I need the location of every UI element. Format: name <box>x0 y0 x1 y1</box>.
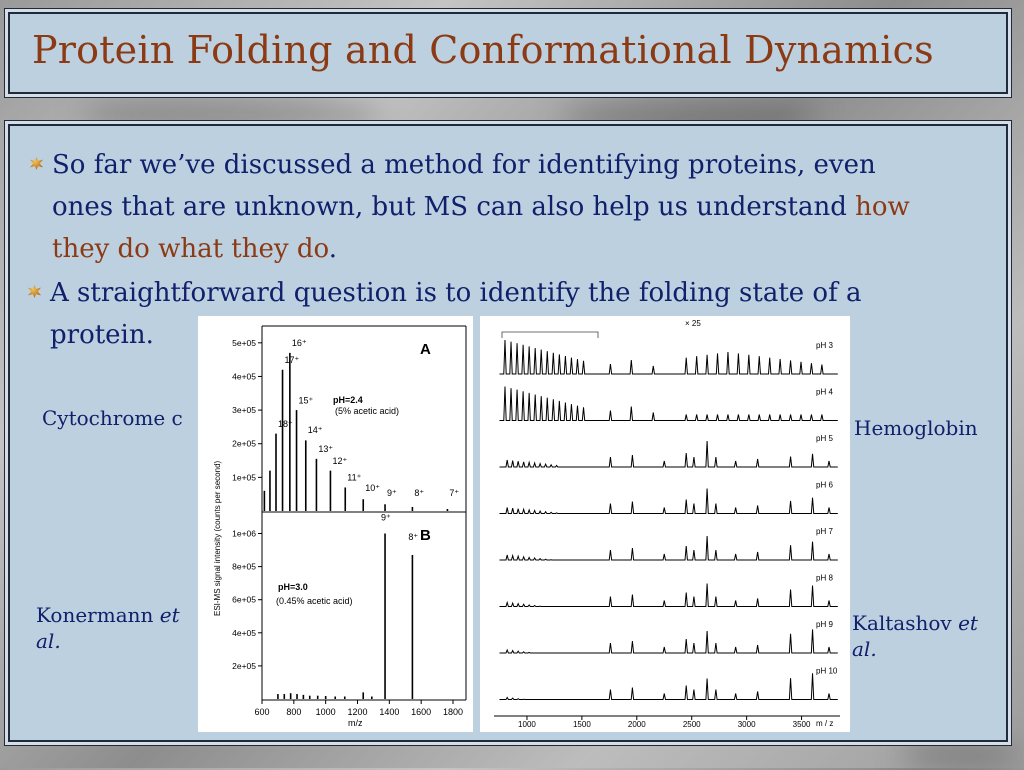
cytochrome-spectra-svg <box>198 316 473 732</box>
panel-b-peak-labels <box>381 512 418 542</box>
x-axis-label: m / z <box>816 719 834 728</box>
spectrum-trace <box>499 673 837 699</box>
title-panel <box>8 12 1008 94</box>
panel-b-y-ticks <box>232 529 262 671</box>
slide-title: Protein Folding and Conformational Dynamics <box>32 28 934 72</box>
label-hemoglobin: Hemoglobin <box>854 416 978 440</box>
ph-label: pH 5 <box>816 434 833 443</box>
y-tick-label: 3e+05 <box>232 405 256 416</box>
spectrum-trace <box>499 584 837 607</box>
peak-charge-label: 8⁺ <box>408 532 419 543</box>
y-axis-label: ESI-MS signal intensity (counts per second) <box>213 460 222 616</box>
x-tick-label: 1000 <box>518 720 536 729</box>
x-tick-label: 600 <box>254 707 270 717</box>
y-tick-label: 1e+06 <box>232 528 256 539</box>
peak-charge-label: 13⁺ <box>318 444 334 455</box>
spectrum-trace <box>499 489 837 514</box>
panel-a-letter: A <box>420 341 431 358</box>
panel-b-condition: pH=3.0 <box>278 582 308 592</box>
hemoglobin-spectra-svg <box>480 316 850 732</box>
x-tick-label: 1400 <box>379 707 400 717</box>
ph-label: pH 3 <box>816 341 833 350</box>
spectrum-trace <box>499 629 837 653</box>
peak-charge-label: 9⁺ <box>387 487 397 498</box>
bullet-1-text: So far we’ve discussed a method for identifying proteins, even ones that are unknown, but MS can also help us understand <box>52 150 876 222</box>
y-tick-label: 2e+05 <box>232 660 256 671</box>
panel-a-condition: pH=2.4 <box>333 395 363 405</box>
region-bracket <box>502 332 598 338</box>
y-tick-label: 1e+05 <box>232 472 256 483</box>
kaltashov-name: Kaltashov <box>852 611 952 635</box>
hemoglobin-spectra-figure <box>480 316 850 732</box>
x-axis-label: m/z <box>348 718 363 728</box>
spectrum-trace <box>499 536 837 560</box>
peak-charge-label: 9⁺ <box>381 512 391 523</box>
x-tick-label: 1000 <box>315 707 336 717</box>
x-tick-label: 3000 <box>737 720 756 729</box>
x-tick-label: 800 <box>286 707 302 717</box>
ph-label: pH 7 <box>816 527 833 536</box>
kaltashov-al: al. <box>852 637 877 661</box>
panel-a-condition-note: (5% acetic acid) <box>335 406 400 416</box>
y-tick-label: 4e+05 <box>232 627 256 638</box>
bullet-2-text: A straightforward question is to identify the folding state of a protein. <box>50 278 862 350</box>
peak-charge-label: 8⁺ <box>414 487 425 498</box>
peak-charge-label: 10⁺ <box>365 482 380 493</box>
x-ticks <box>254 700 463 717</box>
peak-charge-label: 15⁺ <box>298 395 314 406</box>
ph-label: pH 6 <box>816 480 833 490</box>
panel-a-y-ticks <box>232 338 262 483</box>
cytochrome-spectra-figure <box>198 316 473 732</box>
konermann-al: al. <box>36 629 61 653</box>
zoom-label: × 25 <box>685 319 701 328</box>
x-tick-label: 1200 <box>347 707 368 717</box>
ph-traces <box>499 340 837 700</box>
peak-charge-label: 18⁺ <box>278 418 293 429</box>
label-konermann <box>36 602 196 654</box>
bullet-1-highlight: how they do what they do <box>52 192 910 264</box>
spectrum-trace <box>499 441 837 467</box>
y-tick-label: 4e+05 <box>232 371 256 382</box>
x-tick-label: 2000 <box>627 720 646 729</box>
y-tick-label: 2e+05 <box>232 438 256 449</box>
x-tick-label: 1600 <box>411 707 432 717</box>
panel-b-letter: B <box>420 527 431 544</box>
bullet-1 <box>52 144 912 270</box>
kaltashov-et: et <box>958 611 978 635</box>
background-texture <box>900 740 1020 770</box>
y-tick-label: 5e+05 <box>232 337 256 348</box>
panel-b-frame <box>262 512 466 700</box>
peak-charge-label: 12⁺ <box>332 455 348 466</box>
panel-b-condition-note: (0.45% acetic acid) <box>276 596 353 606</box>
bullet-1-end: . <box>328 234 337 264</box>
ph-labels <box>816 341 838 676</box>
peak-charge-label: 14⁺ <box>307 424 323 435</box>
ph-label: pH 8 <box>816 573 833 583</box>
ph-label: pH 4 <box>816 387 833 397</box>
y-tick-label: 8e+05 <box>232 561 256 572</box>
peak-charge-label: 17⁺ <box>284 355 300 365</box>
x-tick-label: 2500 <box>682 720 701 729</box>
label-kaltashov <box>852 610 1002 662</box>
label-cytochrome: Cytochrome c <box>42 406 183 430</box>
peak-charge-label: 7⁺ <box>449 487 460 498</box>
peak-charge-label: 11⁺ <box>347 472 362 483</box>
x-tick-label: 1500 <box>572 720 591 729</box>
ph-label: pH 9 <box>816 620 833 629</box>
konermann-et: et <box>159 603 180 627</box>
ph-label: pH 10 <box>816 666 838 676</box>
x-tick-label: 1800 <box>442 707 464 717</box>
x-tick-label: 3500 <box>792 720 811 729</box>
panel-b-peaks <box>278 534 412 699</box>
y-tick-label: 6e+05 <box>232 594 256 605</box>
spectrum-trace <box>499 387 837 421</box>
konermann-name: Konermann <box>36 603 154 627</box>
peak-charge-label: 16⁺ <box>291 338 307 349</box>
spectrum-trace <box>499 340 837 374</box>
x-ticks <box>518 716 811 729</box>
